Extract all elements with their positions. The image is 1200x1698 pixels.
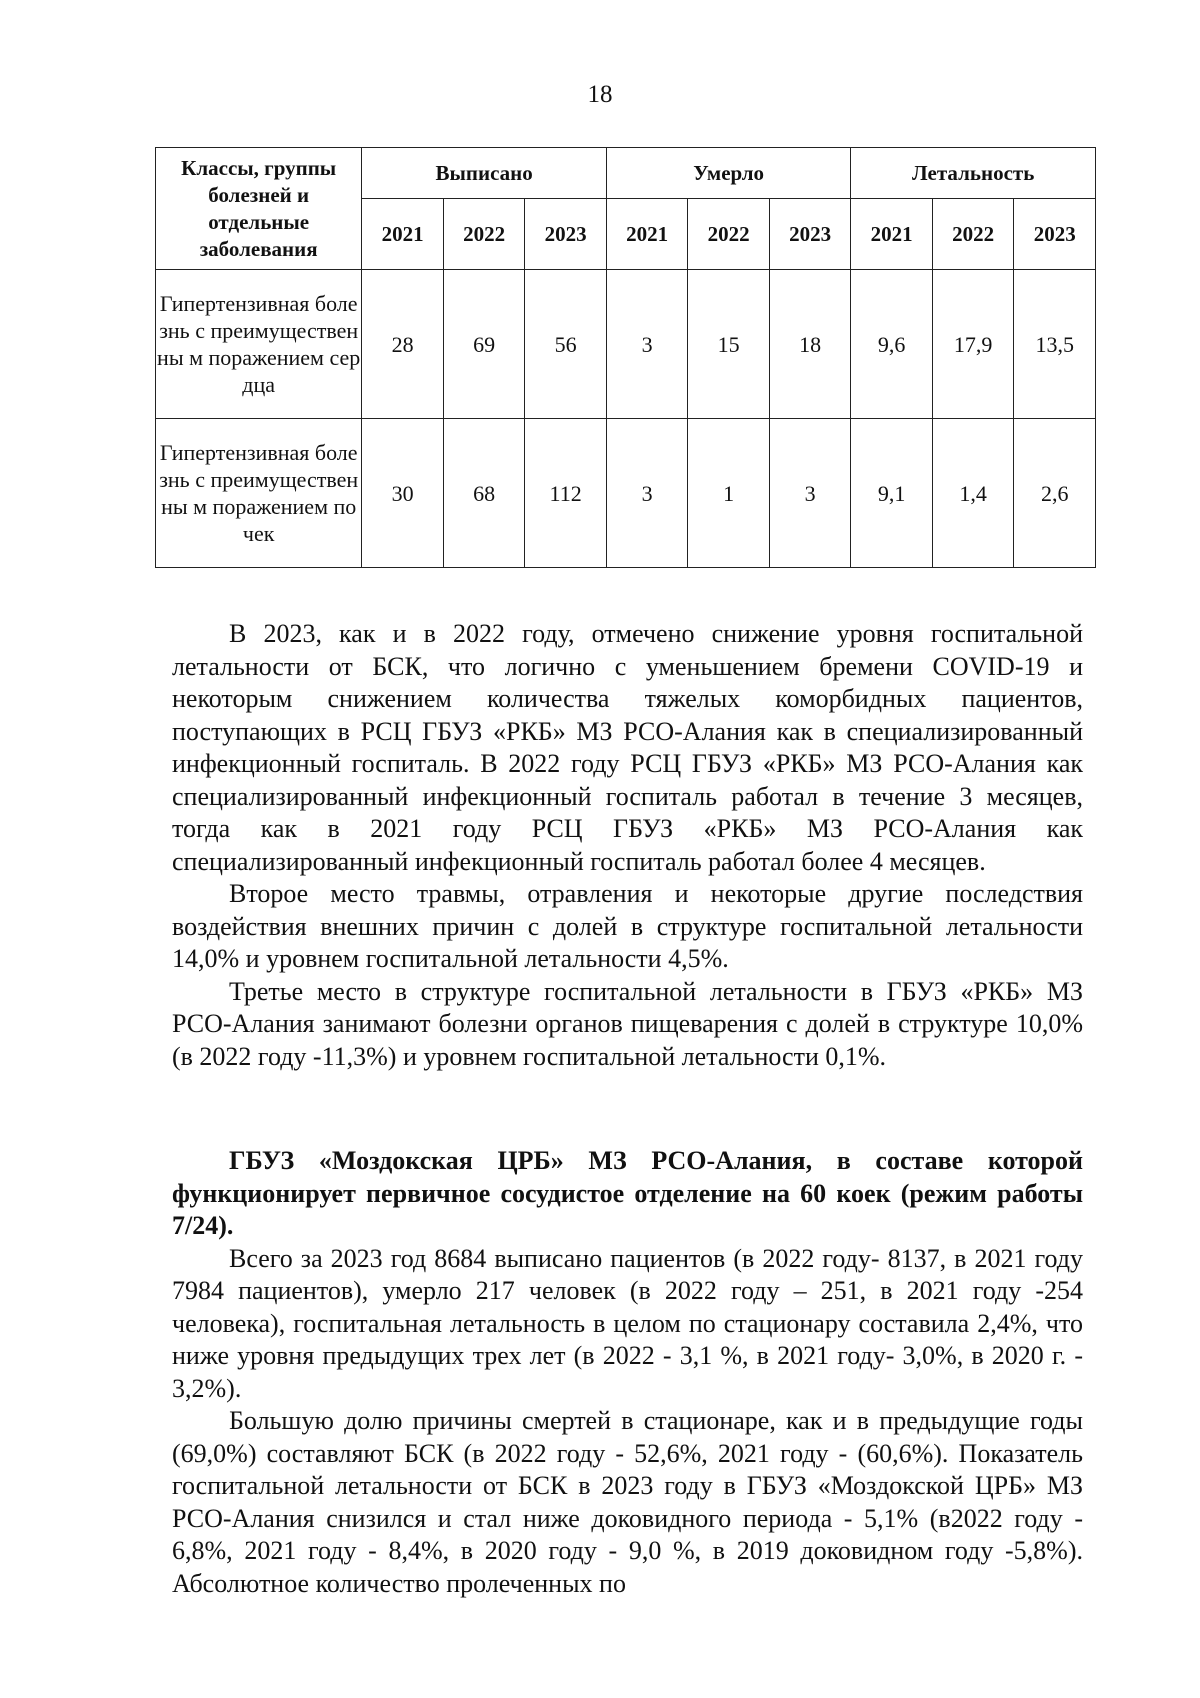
disease-name-cell: Гипертензивная болезнь с преимущественны м поражением сердца <box>156 270 362 419</box>
table-cell: 69 <box>443 270 525 419</box>
disease-class-header: Классы, группы болезней и отдельные заболевания <box>156 148 362 270</box>
table-cell: 1,4 <box>932 419 1014 568</box>
table-cell: 68 <box>443 419 525 568</box>
year-header: 2023 <box>525 199 607 270</box>
year-header: 2021 <box>606 199 688 270</box>
paragraph: Всего за 2023 год 8684 выписано пациентов (в 2022 году- 8137, в 2021 году 7984 пациентов), умерло 217 человек (в 2022 году – 251, в 2021 году -254 человека), госпитальная летальность в целом по стационару составила 2,4%, что ниже уровня предыдущих трех лет (в 2022 - 3,1 %, в 2021 году- 3,0%, в 2020 г. - 3,2%). <box>172 1243 1083 1403</box>
year-header: 2023 <box>1014 199 1096 270</box>
table-cell: 17,9 <box>932 270 1014 419</box>
table-cell: 2,6 <box>1014 419 1096 568</box>
table-cell: 9,6 <box>851 270 933 419</box>
body-text-lower <box>172 1145 1083 1600</box>
table-cell: 56 <box>525 270 607 419</box>
disease-name-cell: Гипертензивная болезнь с преимущественны м поражением почек <box>156 419 362 568</box>
table-row <box>156 270 1096 419</box>
body-text-upper <box>172 618 1083 1073</box>
year-header: 2022 <box>932 199 1014 270</box>
table-cell: 13,5 <box>1014 270 1096 419</box>
group-header-lethality: Летальность <box>851 148 1096 199</box>
table-cell: 28 <box>362 270 444 419</box>
table-cell: 1 <box>688 419 770 568</box>
paragraph: Большую долю причины смертей в стационаре, как и в предыдущие годы (69,0%) составляют БСК (в 2022 году - 52,6%, 2021 году - (60,6%). Показатель госпитальной летальности от БСК в 2023 году в ГБУЗ «Моздокской ЦРБ» МЗ РСО-Алания снизился и стал ниже доковидного периода - 5,1% (в2022 году - 6,8%, 2021 году - 8,4%, в 2020 году - 9,0 %, в 2019 доковидном году -5,8%). Абсолютное количество пролеченных по <box>172 1406 1083 1598</box>
group-header-died: Умерло <box>606 148 851 199</box>
table-cell: 15 <box>688 270 770 419</box>
table-cell: 9,1 <box>851 419 933 568</box>
table-row <box>156 419 1096 568</box>
table-cell: 112 <box>525 419 607 568</box>
year-header: 2023 <box>769 199 851 270</box>
paragraph: Третье место в структуре госпитальной летальности в ГБУЗ «РКБ» МЗ РСО-Алания занимают болезни органов пищеварения с долей в структуре 10,0% (в 2022 году -11,3%) и уровнем госпитальной летальности 0,1%. <box>172 976 1083 1071</box>
table-cell: 3 <box>606 419 688 568</box>
page-number: 18 <box>587 81 613 108</box>
table-cell: 30 <box>362 419 444 568</box>
section-heading: ГБУЗ «Моздокская ЦРБ» МЗ РСО-Алания, в составе которой функционирует первичное сосудистое отделение на 60 коек (режим работы 7/24). <box>172 1146 1083 1240</box>
table-cell: 3 <box>606 270 688 419</box>
table-header-row <box>156 148 1096 199</box>
year-header: 2021 <box>362 199 444 270</box>
mortality-table <box>155 147 1096 568</box>
group-header-discharged: Выписано <box>362 148 607 199</box>
year-header: 2022 <box>443 199 525 270</box>
table-cell: 3 <box>769 419 851 568</box>
paragraph: Второе место травмы, отравления и некоторые другие последствия воздействия внешних причин с долей в структуре госпитальной летальности 14,0% и уровнем госпитальной летальности 4,5%. <box>172 879 1083 973</box>
table-cell: 18 <box>769 270 851 419</box>
year-header: 2022 <box>688 199 770 270</box>
year-header: 2021 <box>851 199 933 270</box>
paragraph: В 2023, как и в 2022 году, отмечено снижение уровня госпитальной летальности от БСК, что логично с уменьшением бремени COVID-19 и некоторым снижением количества тяжелых коморбидных пациентов, поступающих в РСЦ ГБУЗ «РКБ» МЗ РСО-Алания как в специализированный инфекционный госпиталь. В 2022 году РСЦ ГБУЗ «РКБ» МЗ РСО-Алания как специализированный инфекционный госпиталь работал в течение 3 месяцев, тогда как в 2021 году РСЦ ГБУЗ «РКБ» МЗ РСО-Алания как специализированный инфекционный госпиталь работал более 4 месяцев. <box>172 619 1083 876</box>
